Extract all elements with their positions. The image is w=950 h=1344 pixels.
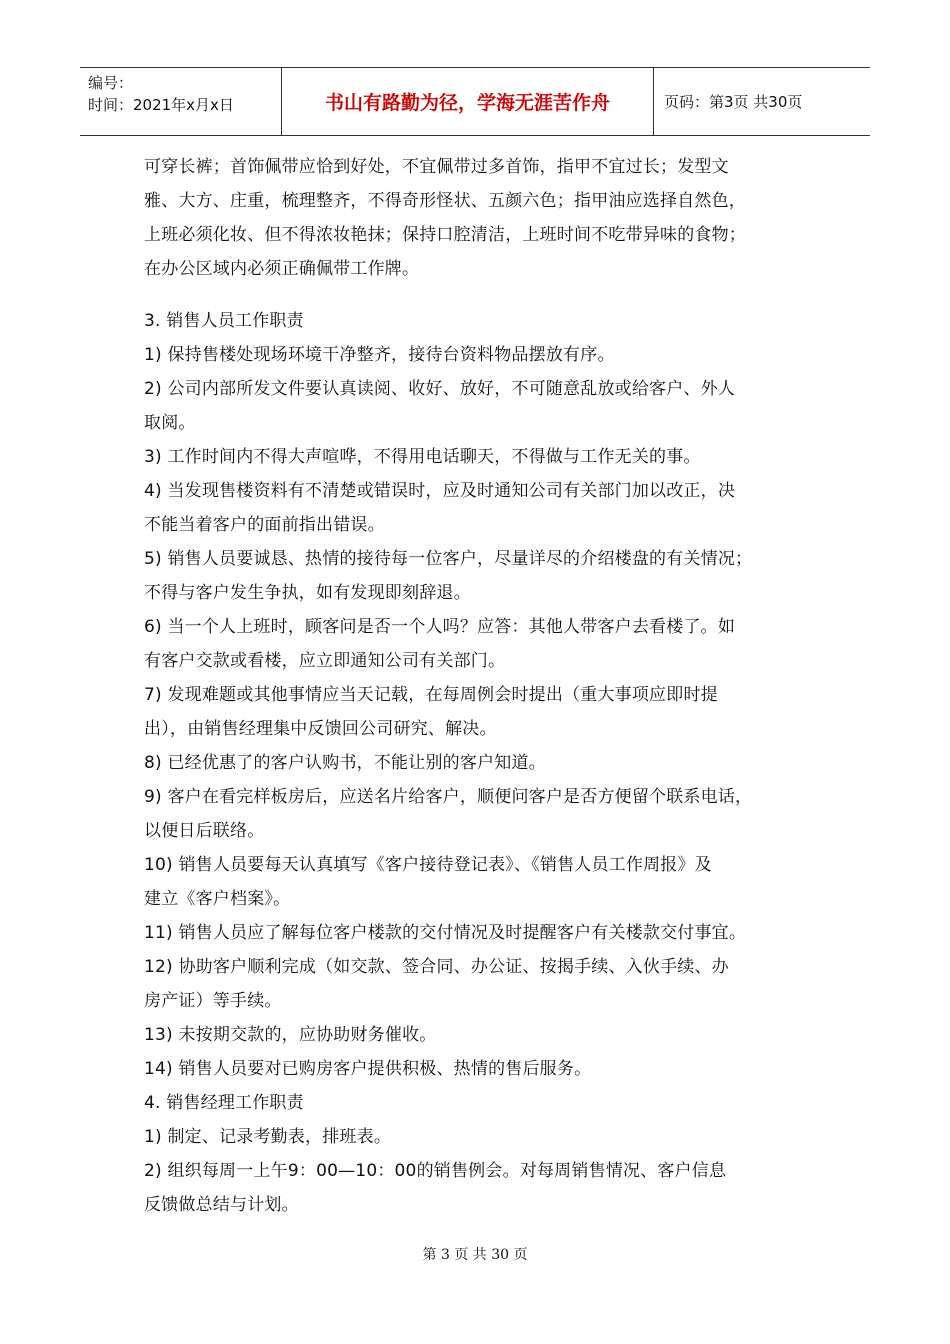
text-line: 房产证）等手续。 — [144, 991, 282, 1011]
text-line: 3) 工作时间内不得大声喧哗，不得用电话聊天，不得做与工作无关的事。 — [144, 447, 701, 467]
page-footer: 第 3 页 共 30 页 — [422, 1247, 528, 1263]
header-page-info: 页码：第3页 共30页 — [664, 93, 803, 111]
page-header — [80, 67, 870, 136]
header-meta — [80, 68, 282, 135]
text-line: 上班必须化妆、但不得浓妆艳抹；保持口腔清洁，上班时间不吃带异味的食物； — [144, 225, 746, 245]
document-date: 时间：2021年x月x日 — [88, 96, 234, 114]
text-line: 反馈做总结与计划。 — [144, 1195, 299, 1215]
text-line: 10) 销售人员要每天认真填写《客户接待登记表》、《销售人员工作周报》及 — [144, 855, 712, 875]
text-line: 4) 当发现售楼资料有不清楚或错误时，应及时通知公司有关部门加以改正，决 — [144, 481, 736, 501]
section-heading: 3. 销售人员工作职责 — [144, 311, 304, 331]
text-line: 不能当着客户的面前指出错误。 — [144, 515, 385, 535]
text-line: 以便日后联络。 — [144, 821, 265, 841]
text-line: 雅、大方、庄重，梳理整齐，不得奇形怪状、五颜六色；指甲油应选择自然色， — [144, 191, 746, 211]
header-motto: 书山有路勤为径，学海无涯苦作舟 — [282, 68, 654, 135]
text-line: 建立《客户档案》。 — [144, 889, 291, 909]
document-number-label: 编号： — [88, 74, 134, 92]
text-line: 13) 未按期交款的，应协助财务催收。 — [144, 1025, 437, 1045]
text-line: 1) 制定、记录考勤表，排班表。 — [144, 1127, 392, 1147]
text-line: 9) 客户在看完样板房后，应送名片给客户，顺便问客户是否方便留个联系电话， — [144, 787, 753, 807]
text-line: 14) 销售人员要对已购房客户提供积极、热情的售后服务。 — [144, 1059, 592, 1079]
text-line: 1) 保持售楼处现场环境干净整齐，接待台资料物品摆放有序。 — [144, 345, 615, 365]
text-line: 8) 已经优惠了的客户认购书，不能让别的客户知道。 — [144, 753, 546, 773]
text-line: 7) 发现难题或其他事情应当天记载，在每周例会时提出（重大事项应即时提 — [144, 685, 718, 705]
text-line: 11) 销售人员应了解每位客户楼款的交付情况及时提醒客户有关楼款交付事宜。 — [144, 923, 747, 943]
text-line: 不得与客户发生争执，如有发现即刻辞退。 — [144, 583, 471, 603]
duties-section — [144, 304, 816, 1222]
document-body — [144, 150, 816, 1222]
text-line: 可穿长裤；首饰佩带应恰到好处，不宜佩带过多首饰，指甲不宜过长；发型文 — [144, 157, 729, 177]
text-line: 2) 组织每周一上午9：00—10：00的销售例会。对每周销售情况、客户信息 — [144, 1161, 727, 1181]
paragraph-gap — [144, 286, 816, 304]
text-line: 6) 当一个人上班时，顾客问是否一个人吗？应答：其他人带客户去看楼了。如 — [144, 617, 736, 637]
text-line: 有客户交款或看楼，应立即通知公司有关部门。 — [144, 651, 506, 671]
text-line: 12) 协助客户顺利完成（如交款、签合同、办公证、按揭手续、入伙手续、办 — [144, 957, 729, 977]
text-line: 2) 公司内部所发文件要认真读阅、收好、放好，不可随意乱放或给客户、外人 — [144, 379, 736, 399]
text-line: 取阅。 — [144, 413, 196, 433]
text-line: 出），由销售经理集中反馈回公司研究、解决。 — [144, 719, 497, 739]
text-line: 5) 销售人员要诚恳、热情的接待每一位客户，尽量详尽的介绍楼盘的有关情况； — [144, 549, 753, 569]
text-line: 在办公区域内必须正确佩带工作牌。 — [144, 259, 420, 279]
section-heading: 4. 销售经理工作职责 — [144, 1093, 304, 1113]
intro-paragraph — [144, 150, 816, 286]
